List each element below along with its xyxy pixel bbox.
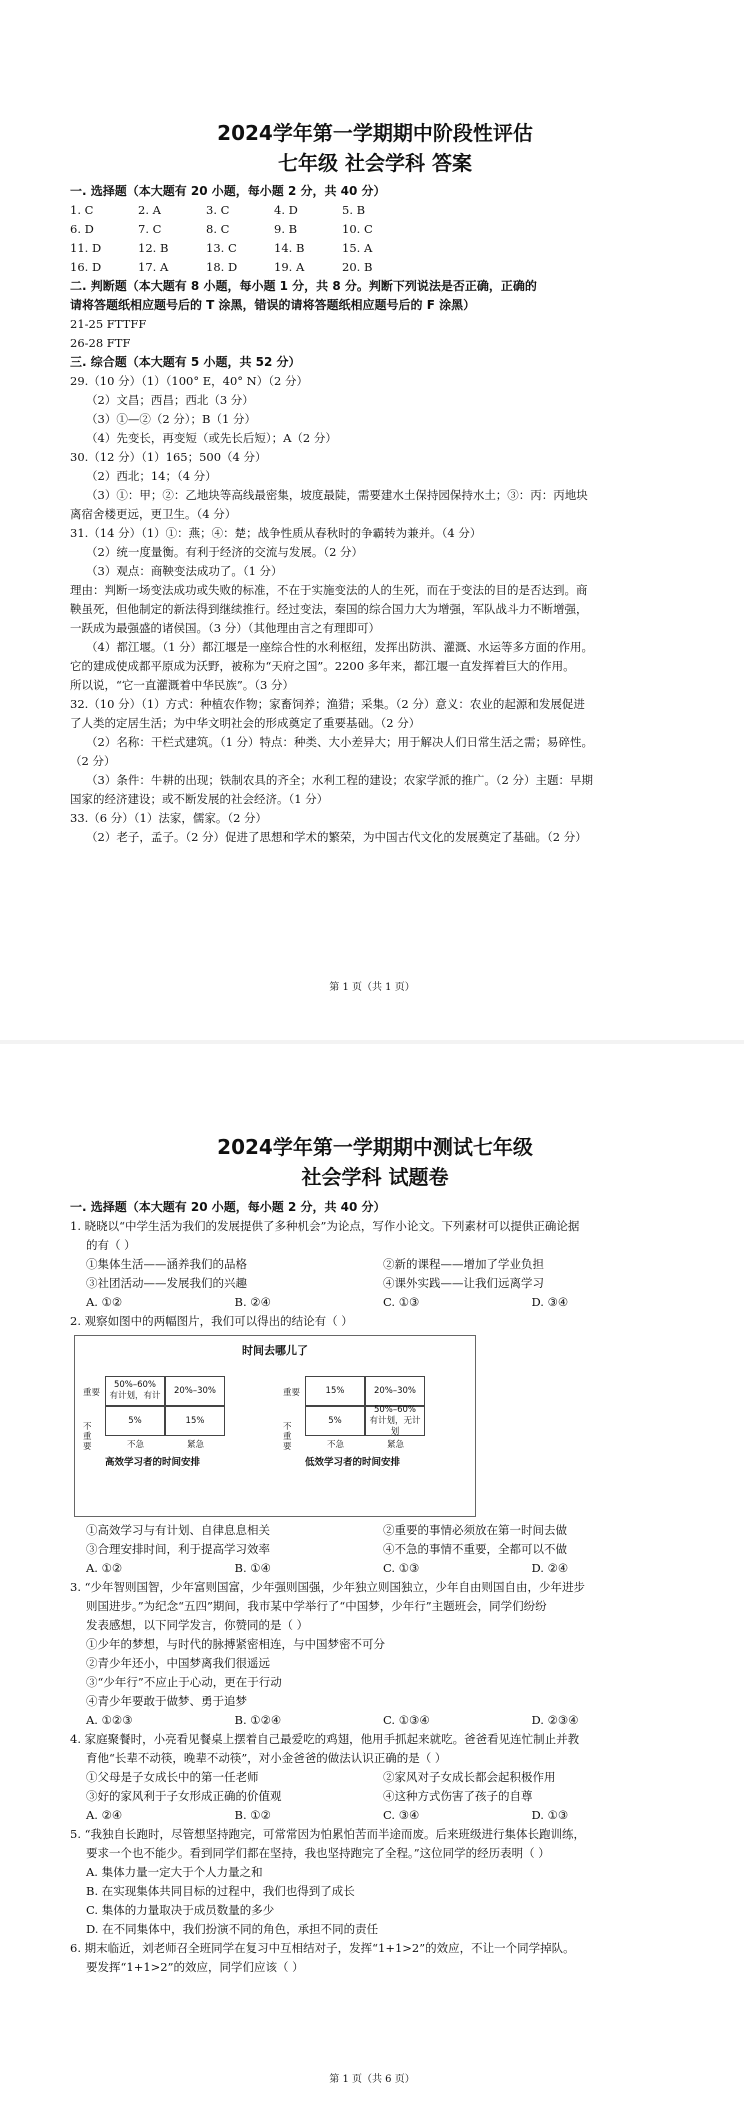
statement-item: ④这种方式伤害了孩子的自尊: [383, 1789, 533, 1803]
option-d: D. ③④: [531, 1295, 569, 1309]
right-cell-unimportant-urgent: [365, 1406, 425, 1436]
statement-item: ②家风对子女成长都会起积极作用: [383, 1770, 556, 1784]
answer-line: （3）观点：商鞅变法成功了。（1 分）: [86, 564, 283, 578]
question-5-stem: 5. “我独自长跑时，尽管想坚持跑完，可常常因为怕累怕苦而半途而废。后来班级进行集体长跑训练，: [70, 1827, 586, 1841]
exam-subtitle: 社会学科 试题卷: [301, 1165, 449, 1189]
exam-section-choice: 一. 选择题（本大题有 20 小题，每小题 2 分，共 40 分）: [70, 1200, 386, 1214]
answer-line: 国家的经济建设；或不断发展的社会经济。（1 分）: [70, 792, 329, 806]
left-caption: 高效学习者的时间安排: [105, 1457, 201, 1468]
answer-line: （2）名称：干栏式建筑。（1 分）特点：种类、大小差异大；用于解决人们日常生活之需；易碎性。: [86, 735, 594, 749]
option-a: A. ①②③: [86, 1713, 133, 1727]
answer-tf-1: 21-25 FTTFF: [70, 317, 147, 331]
option-d: D. 在不同集体中，我们扮演不同的角色，承担不同的责任: [86, 1922, 379, 1936]
answer-cell: 11. D: [70, 241, 102, 255]
exam-page: [0, 1040, 744, 2104]
option-d: D. ②④: [531, 1561, 569, 1575]
answer-cell: 14. B: [274, 241, 305, 255]
answer-cell: 9. B: [274, 222, 298, 236]
answer-row: [70, 201, 680, 220]
answer-line: （2）文昌；西昌；西北（3 分）: [86, 393, 254, 407]
statement-item: ②新的课程——增加了学业负担: [383, 1257, 544, 1271]
statement-item: ③合理安排时间，利于提高学习效率: [86, 1542, 270, 1556]
answer-line: 30.（12 分）（1）165；500（4 分）: [70, 450, 267, 464]
left-cell-important-not-urgent: [105, 1376, 165, 1406]
answer-line: 它的建成使成都平原成为沃野，被称为“天府之国”。2200 多年来，都江堰一直发挥着巨大的作用。: [70, 659, 575, 673]
answer-line: （4）先变长，再变短（或先长后短）；A（2 分）: [86, 431, 337, 445]
statement-item: ①高效学习与有计划、自律息息相关: [86, 1523, 270, 1537]
answer-cell: 2. A: [138, 203, 161, 217]
answer-line: 鞅虽死，但他制定的新法得到继续推行。经过变法，秦国的综合国力大为增强，军队战斗力不断增强，: [70, 602, 588, 616]
right-cell-important-urgent: 20%–30%: [365, 1376, 425, 1406]
answer-cell: 1. C: [70, 203, 94, 217]
answer-line: （3）①：甲；②：乙地块等高线最密集，坡度最陡，需要建水土保持园保持水土；③：丙：丙地块: [86, 488, 588, 502]
option-a: A. 集体力量一定大于个人力量之和: [86, 1865, 263, 1879]
cell-note: 有计划，有计: [109, 1391, 161, 1401]
time-management-figure: [74, 1335, 476, 1517]
cell-note: 有计划，无计划: [369, 1415, 421, 1437]
answer-section-choice: 一. 选择题（本大题有 20 小题，每小题 2 分，共 40 分）: [70, 184, 386, 198]
figure-title: 时间去哪儿了: [242, 1344, 308, 1357]
axis-urgent: 紧急: [187, 1440, 205, 1450]
right-caption: 低效学习者的时间安排: [305, 1457, 401, 1468]
answer-comprehensive-body: [70, 372, 680, 847]
answer-line: （2 分）: [70, 754, 116, 768]
answer-content: [70, 118, 680, 847]
axis-not-urgent: 不急: [127, 1440, 145, 1450]
question-4-items: [70, 1768, 680, 1806]
answer-line: 33.（6 分）（1）法家，儒家。（2 分）: [70, 811, 268, 825]
axis-important: 重要: [283, 1388, 301, 1398]
left-cell-important-urgent: 20%–30%: [165, 1376, 225, 1406]
answer-line: （2）西北；14；（4 分）: [86, 469, 217, 483]
question-4-options: [70, 1806, 680, 1825]
answer-line: 了人类的定居生活；为中华文明社会的形成奠定了重要基础。（2 分）: [70, 716, 421, 730]
answer-cell: 20. B: [342, 260, 373, 274]
option-d: D. ①③: [531, 1808, 569, 1822]
answer-cell: 18. D: [206, 260, 238, 274]
option-c: C. ③④: [383, 1808, 420, 1822]
exam-page-footer: 第 1 页（共 6 页）: [329, 2074, 415, 2085]
option-c: C. 集体的力量取决于成员数量的多少: [86, 1903, 275, 1917]
answer-cell: 12. B: [138, 241, 169, 255]
answer-row: [70, 239, 680, 258]
cell-value: 50%–60%: [373, 1404, 417, 1415]
answer-row: [70, 258, 680, 277]
question-5-stem-cont: 要求一个也不能少。看到同学们都在坚持，我也坚持跑完了全程。”这位同学的经历表明（ ）: [86, 1846, 550, 1860]
answer-line: 理由：判断一场变法成功或失败的标准，不在于实施变法的人的生死，而在于变法的目的是否达到。商: [70, 583, 588, 597]
answer-title: 2024学年第一学期期中阶段性评估: [217, 121, 533, 145]
answer-cell: 15. A: [342, 241, 373, 255]
answer-line: 32.（10 分）（1）方式：种植农作物；家畜饲养；渔猎；采集。（2 分）意义：农业的起源和发展促进: [70, 697, 585, 711]
answer-cell: 17. A: [138, 260, 169, 274]
option-a: A. ②④: [86, 1808, 123, 1822]
answer-cell: 13. C: [206, 241, 237, 255]
answer-row: [70, 220, 680, 239]
answer-section-tf: 二. 判断题（本大题有 8 小题，每小题 1 分，共 8 分。判断下列说法是否正确，正确的: [70, 279, 537, 293]
left-cell-unimportant-urgent: 15%: [165, 1406, 225, 1436]
statement-item: ②青少年还小，中国梦离我们很遥远: [86, 1656, 270, 1670]
answer-cell: 19. A: [274, 260, 305, 274]
axis-urgent: 紧急: [387, 1440, 405, 1450]
statement-item: ③“少年行”不应止于心动，更在于行动: [86, 1675, 282, 1689]
statement-item: ①集体生活——涵养我们的品格: [86, 1257, 247, 1271]
left-matrix: [105, 1376, 225, 1436]
answer-cell: 3. C: [206, 203, 230, 217]
answer-section-tf-cont: 请将答题纸相应题号后的 T 涂黑，错误的请将答题纸相应题号后的 F 涂黑）: [70, 298, 476, 312]
option-b: B. ①②④: [234, 1713, 282, 1727]
answer-line: 29.（10 分）（1）（100° E，40° N）（2 分）: [70, 374, 308, 388]
question-3-stem-cont: 则国进步。”为纪念“五四”期间，我市某中学举行了“中国梦，少年行”主题班会，同学们纷纷: [86, 1599, 547, 1613]
option-c: C. ①③: [383, 1295, 420, 1309]
statement-item: ④课外实践——让我们远离学习: [383, 1276, 544, 1290]
option-c: C. ①③: [383, 1561, 420, 1575]
answer-cell: 8. C: [206, 222, 230, 236]
answer-tf-2: 26-28 FTF: [70, 336, 131, 350]
statement-item: ①父母是子女成长中的第一任老师: [86, 1770, 259, 1784]
question-2-options: [70, 1559, 680, 1578]
statement-item: ④不急的事情不重要，全都可以不做: [383, 1542, 567, 1556]
option-d: D. ②③④: [531, 1713, 579, 1727]
answer-line: （3）①—②（2 分）；B（1 分）: [86, 412, 256, 426]
answer-cell: 10. C: [342, 222, 373, 236]
option-b: B. ②④: [234, 1295, 271, 1309]
answer-line: 一跃成为最强盛的诸侯国。（3 分）（其他理由言之有理即可）: [70, 621, 380, 635]
axis-not-important: 不重要: [83, 1422, 92, 1452]
statement-item: ④青少年要敢于做梦、勇于追梦: [86, 1694, 247, 1708]
question-2-stem: 2. 观察如图中的两幅图片，我们可以得出的结论有（ ）: [70, 1314, 353, 1328]
question-1-options: [70, 1293, 680, 1312]
answer-cell: 16. D: [70, 260, 102, 274]
answer-cell: 6. D: [70, 222, 94, 236]
answer-cell: 5. B: [342, 203, 366, 217]
exam-title: 2024学年第一学期期中测试七年级: [217, 1135, 533, 1159]
question-4-stem: 4. 家庭聚餐时，小亮看见餐桌上摆着自己最爱吃的鸡翅，他用手抓起来就吃。爸爸看见连忙制止并教: [70, 1732, 580, 1746]
question-3-options: [70, 1711, 680, 1730]
question-4-stem-cont: 育他“长辈不动筷，晚辈不动筷”，对小金爸爸的做法认识正确的是（ ）: [86, 1751, 447, 1765]
cell-value: 50%–60%: [113, 1380, 157, 1390]
option-a: A. ①②: [86, 1561, 123, 1575]
question-1-stem: 1. 晓晓以“中学生活为我们的发展提供了多种机会”为论点，写作小论文。下列素材可以提供正确论据: [70, 1219, 580, 1233]
option-b: B. ①②: [234, 1808, 271, 1822]
answer-page: [0, 0, 744, 1040]
option-b: B. 在实现集体共同目标的过程中，我们也得到了成长: [86, 1884, 355, 1898]
right-cell-important-not-urgent: 15%: [305, 1376, 365, 1406]
statement-item: ③社团活动——发展我们的兴趣: [86, 1276, 247, 1290]
answer-line: （4）都江堰。（1 分）都江堰是一座综合性的水利枢纽，发挥出防洪、灌溉、水运等多方面的作用。: [86, 640, 594, 654]
answer-cell: 7. C: [138, 222, 162, 236]
answer-line: 离宿舍楼更远，更卫生。（4 分）: [70, 507, 237, 521]
answer-choice-grid: [70, 201, 680, 277]
option-c: C. ①③④: [383, 1713, 430, 1727]
left-cell-unimportant-not-urgent: 5%: [105, 1406, 165, 1436]
answer-line: （2）统一度量衡。有利于经济的交流与发展。（2 分）: [86, 545, 364, 559]
question-6-stem: 6. 期末临近，刘老师召全班同学在复习中互相结对子，发挥“1+1>2”的效应，不让一个同学掉队。: [70, 1941, 575, 1955]
right-matrix: [305, 1376, 425, 1436]
answer-line: （3）条件：牛耕的出现；铁制农具的齐全；水利工程的建设；农家学派的推广。（2 分）主题：早期: [86, 773, 594, 787]
axis-not-urgent: 不急: [327, 1440, 345, 1450]
answer-line: 所以说，“它一直灌溉着中华民族”。（3 分）: [70, 678, 294, 692]
statement-item: ②重要的事情必须放在第一时间去做: [383, 1523, 567, 1537]
answer-section-comprehensive: 三. 综合题（本大题有 5 小题，共 52 分）: [70, 355, 301, 369]
answer-subtitle: 七年级 社会学科 答案: [278, 151, 472, 175]
question-6-stem-cont: 要发挥“1+1>2”的效应，同学们应该（ ）: [86, 1960, 304, 1974]
question-3-stem-cont: 发表感想，以下同学发言，你赞同的是（ ）: [86, 1618, 309, 1632]
option-b: B. ①④: [234, 1561, 271, 1575]
answer-line: 31.（14 分）（1）①：燕；④：楚；战争性质从春秋时的争霸转为兼并。（4 分）: [70, 526, 482, 540]
answer-cell: 4. D: [274, 203, 298, 217]
right-cell-unimportant-not-urgent: 5%: [305, 1406, 365, 1436]
axis-not-important: 不重要: [283, 1422, 292, 1452]
question-2-items: [70, 1521, 680, 1559]
axis-important: 重要: [83, 1388, 101, 1398]
answer-page-footer: 第 1 页（共 1 页）: [329, 982, 415, 993]
statement-item: ①少年的梦想，与时代的脉搏紧密相连，与中国梦密不可分: [86, 1637, 385, 1651]
statement-item: ③好的家风利于子女形成正确的价值观: [86, 1789, 282, 1803]
question-1-stem-cont: 的有（ ）: [86, 1238, 136, 1252]
option-a: A. ①②: [86, 1295, 123, 1309]
question-3-stem: 3. “少年智则国智，少年富则国富，少年强则国强，少年独立则国独立，少年自由则国自由，少年进步: [70, 1580, 586, 1594]
answer-line: （2）老子，孟子。（2 分）促进了思想和学术的繁荣，为中国古代文化的发展奠定了基础。（2 分）: [86, 830, 587, 844]
question-1-items: [70, 1255, 680, 1293]
exam-content: [70, 1132, 680, 1977]
